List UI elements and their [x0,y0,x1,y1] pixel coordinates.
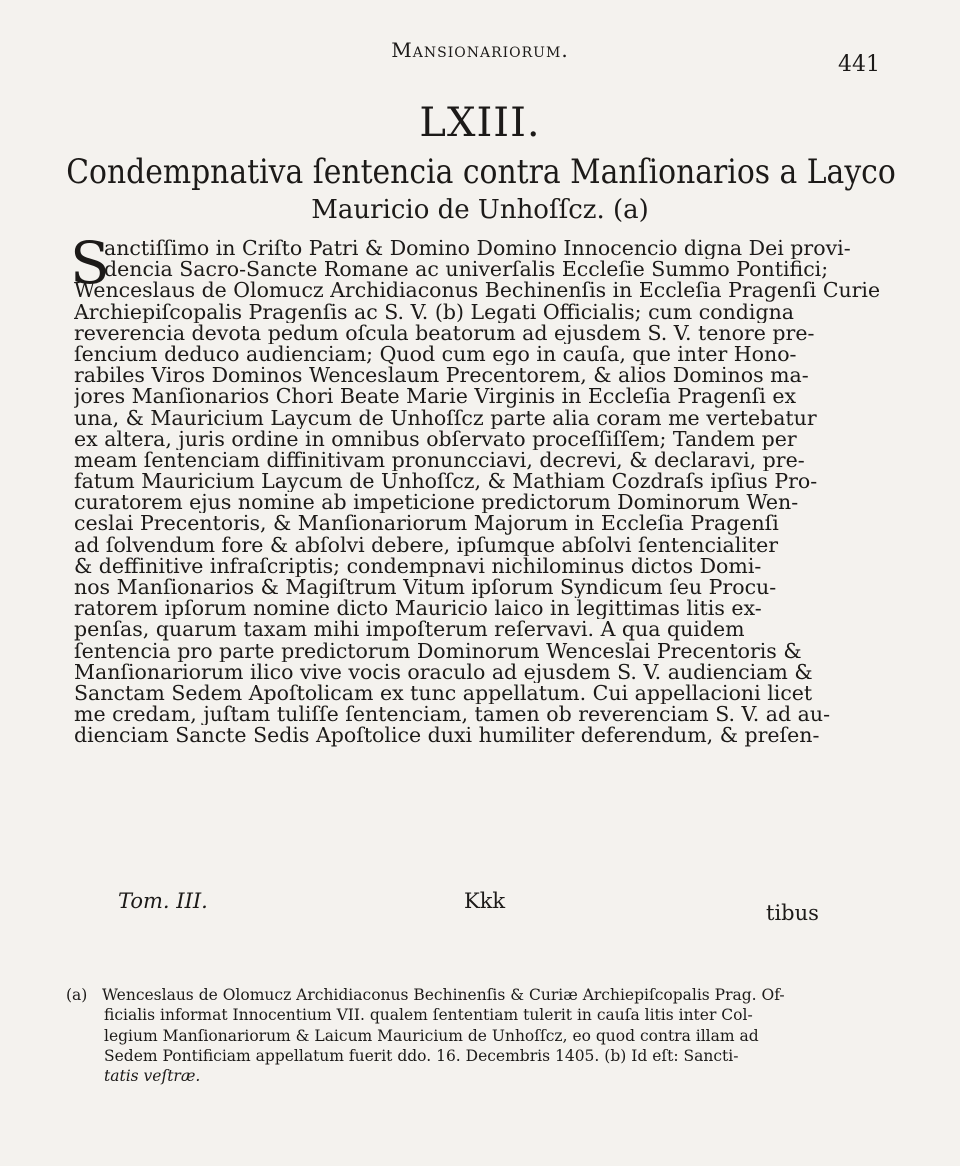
volume-label: Tom. III. [118,889,208,913]
body-line: curatorem ejus nomine ab impeticione predictorum Dominorum Wen- [74,492,799,514]
footnote-marker: (a) [66,986,88,1004]
body-line: Archiepiſcopalis Pragenſis ac S. V. (b) Legati Officialis; cum condigna [74,301,795,323]
body-line: Manſionariorum ilico vive vocis oraculo ad ejusdem S. V. audienciam & [74,661,813,683]
document-title-line-1: Condempnativa ſentencia contra Manſionarios a Layco [66,152,896,192]
running-head: Mansionariorum. [391,38,569,62]
body-text [74,238,880,747]
body-line: meam ſentenciam diffinitivam pronuncciavi, decrevi, & declaravi, pre- [74,449,805,472]
body-line: jores Manſionarios Chori Beate Marie Virginis in Eccleſia Pragenſi ex [74,386,797,408]
chapter-number: LXIII. [419,100,541,146]
body-line: Wenceslaus de Olomucz Archidiaconus Bechinenſis in Eccleſia Pragenſi Curie [74,280,880,302]
document-title-line-2: Mauricio de Unhoſſcz. (a) [311,195,649,225]
footnote-line: Sedem Pontificiam appellatum fuerit ddo. 16. Decembris 1405. (b) Id eſt: Sancti- [104,1046,739,1065]
body-line: fatum Mauricium Laycum de Unhoſſcz, & Mathiam Cozdraſs ipſius Pro- [74,471,818,493]
footnote-line: Wenceslaus de Olomucz Archidiaconus Bechinenſis & Curiæ Archiepiſcopalis Prag. Of- [102,986,785,1004]
body-line: Sanctam Sedem Apoſtolicam ex tunc appellatum. Cui appellacioni licet [74,682,813,705]
body-line: ratorem ipſorum nomine dicto Mauricio laico in legittimas litis ex- [74,598,762,620]
body-line: reverencia devota pedum oſcula beatorum ad ejusdem S. V. tenore pre- [74,322,815,344]
body-line: dienciam Sancte Sedis Apoſtolice duxi humiliter deferendum, & preſen- [74,725,820,747]
signature-mark: Kkk [464,889,506,913]
footnotes [66,985,876,1086]
body-line: ſentencia pro parte predictorum Dominorum Wenceslai Precentoris & [74,640,802,662]
body-line: nos Manſionarios & Magiſtrum Vitum ipſorum Syndicum ſeu Procu- [74,577,777,599]
body-line: rabiles Viros Dominos Wenceslaum Precentorem, & alios Dominos ma- [74,365,809,387]
drop-cap: S [70,229,110,297]
body-line: me credam, juſtam tuliſſe ſentenciam, tamen ob reverenciam S. V. ad au- [74,704,831,726]
footnote-line: ficialis informat Innocentium VII. qualem ſententiam tulerit in cauſa litis inter Col- [104,1006,753,1025]
body-line: penſas, quarum taxam mihi impoſterum reſervavi. A qua quidem [74,619,745,641]
footnote-line: legium Manſionariorum & Laicum Mauricium de Unhoſſcz, eo quod contra illam ad [104,1026,759,1045]
catchword: tibus [766,901,819,925]
body-line: una, & Mauricium Laycum de Unhoſſcz parte alia coram me vertebatur [74,407,817,429]
body-line: dencia Sacro-Sancte Romane ac univerſalis Eccleſie Summo Pontifici; [104,259,829,281]
page-footer [118,889,828,925]
footnote-line: tatis veſtræ. [104,1067,201,1086]
page-number: 441 [838,52,880,77]
body-line: anctiſſimo in Criſto Patri & Domino Domino Innocencio digna Dei provi- [104,238,851,260]
body-line: ad ſolvendum fore & abſolvi debere, ipſumque abſolvi ſentencialiter [74,534,779,556]
body-line: ceslai Precentoris, & Manſionariorum Majorum in Eccleſia Pragenſi [74,513,779,535]
body-line: ſencium deduco audienciam; Quod cum ego in cauſa, que inter Hono- [74,343,797,366]
body-line: & deffinitive infraſcriptis; condempnavi nichilominus dictos Domi- [74,555,762,577]
body-line: ex altera, juris ordine in omnibus obſervato proceſſiſſem; Tandem per [74,428,797,450]
